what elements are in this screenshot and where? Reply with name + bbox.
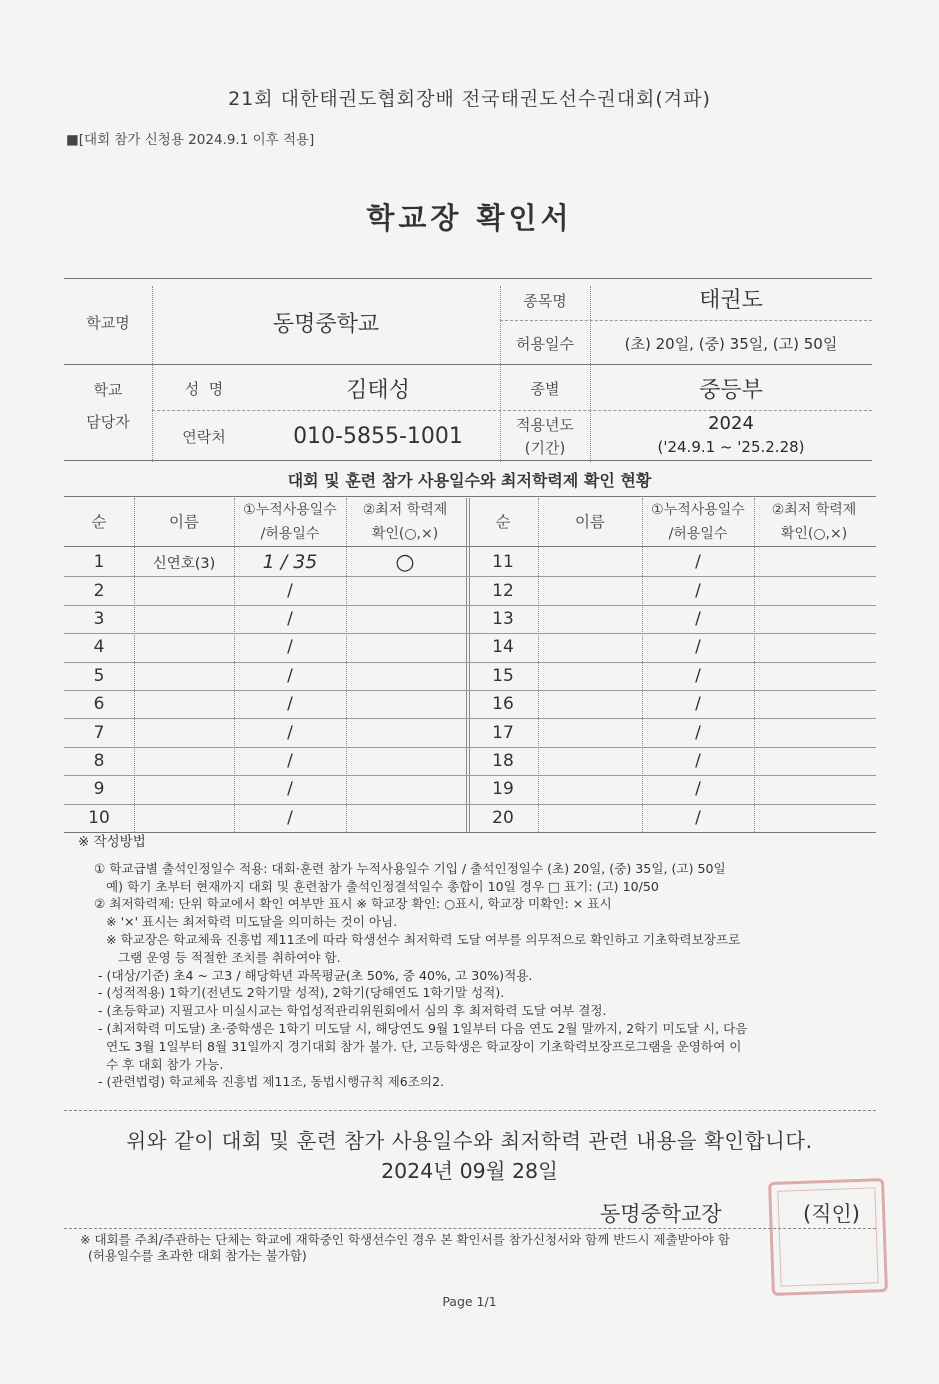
- row-check: [754, 690, 874, 718]
- col-header-days-line1-right: ①누적사용일수: [651, 502, 745, 518]
- col-header-days-line1: ①누적사용일수: [243, 502, 337, 518]
- instruction-line: ② 최저학력제: 단위 학교에서 확인 여부만 표시 ※ 학교장 확인: ○표시, 학교장 미확인: × 표시: [94, 896, 612, 912]
- col-header-name: 이름: [169, 513, 199, 531]
- row-number: 3: [93, 608, 105, 629]
- row-name: [134, 804, 234, 832]
- row-days: /: [695, 580, 701, 601]
- row-check: [754, 718, 874, 746]
- instruction-line: 연도 3월 1일부터 8월 31일까지 경기대회 참가 불가. 단, 고등학생은 학교장이 기초학력보장프로그램을 운영하여 이: [94, 1038, 742, 1054]
- row-name: [538, 633, 642, 661]
- row-number: 20: [492, 807, 514, 828]
- row-days: /: [695, 807, 701, 828]
- row-check: [346, 633, 464, 661]
- row-days: /: [287, 665, 293, 686]
- row-days: 1 / 35: [262, 551, 318, 574]
- row-name: 신연호(3): [152, 555, 216, 572]
- center-divider: [466, 498, 467, 832]
- row-check: [754, 548, 874, 576]
- instruction-line: ※ 학교장은 학교체육 진흥법 제11조에 따라 학생선수 최저학력 도달 여부를 의무적으로 확인하고 기초학력보장프로: [94, 931, 741, 947]
- apply-note: ■[대회 참가 신청용 2024.9.1 이후 적용]: [66, 132, 315, 148]
- row-days: /: [287, 779, 293, 800]
- row-name: [538, 605, 642, 633]
- row-check: [346, 775, 464, 803]
- contact-label-line1: 학교: [93, 380, 123, 399]
- instructions-divider: [64, 1110, 876, 1111]
- row-check: [754, 775, 874, 803]
- contact-label-line2: 담당자: [86, 412, 130, 431]
- row-number: 1: [93, 552, 105, 573]
- row-check: [754, 662, 874, 690]
- row-days: /: [287, 637, 293, 658]
- info-divider: [500, 320, 872, 321]
- row-check: [346, 690, 464, 718]
- row-check: [754, 576, 874, 604]
- info-divider: [64, 460, 872, 461]
- row-name: [538, 747, 642, 775]
- instruction-line: - (대상/기준) 초4 ~ 고3 / 해당학년 과목평균(초 50%, 중 40%, 고 30%)적용.: [94, 967, 533, 983]
- instruction-line: - (성적적용) 1학기(전년도 2학기말 성적), 2학기(당해연도 1학기말 성적).: [94, 985, 505, 1001]
- school-name-label: 학교명: [86, 313, 130, 332]
- confirmation-date: 2024년 09월 28일: [381, 1159, 558, 1183]
- row-name: [134, 690, 234, 718]
- document-title: 학교장 확인서: [366, 201, 573, 235]
- col-header-days-line2-right: /허용일수: [668, 526, 728, 542]
- row-days: /: [695, 665, 701, 686]
- col-header-name-right: 이름: [575, 513, 605, 531]
- row-number: 7: [93, 722, 105, 743]
- row-number: 5: [93, 665, 105, 686]
- row-check: [346, 747, 464, 775]
- row-check: [754, 804, 874, 832]
- category-value: 중등부: [699, 377, 763, 403]
- row-check: [346, 718, 464, 746]
- usage-table-title: 대회 및 훈련 참가 사용일수와 최저학력제 확인 현황: [287, 471, 652, 490]
- row-number: 11: [492, 552, 514, 573]
- row-days: /: [695, 694, 701, 715]
- sport-value: 태권도: [699, 287, 763, 313]
- footnote: [80, 1232, 880, 1264]
- row-check: ○: [395, 549, 415, 575]
- row-name: [538, 804, 642, 832]
- year-label-line1: 적용년도: [516, 415, 574, 434]
- usage-table-top-border: [64, 496, 876, 497]
- name-value: 김태성: [346, 377, 410, 403]
- row-name: [538, 548, 642, 576]
- row-name: [538, 690, 642, 718]
- page-number: Page 1/1: [442, 1294, 497, 1309]
- col-header-days-line2: /허용일수: [260, 526, 320, 542]
- category-label: 종별: [530, 379, 560, 398]
- footnote-line-1: ※ 대회를 주최/주관하는 단체는 학교에 재학중인 학생선수인 경우 본 확인서를 참가신청서와 함께 반드시 제출받아야 함: [80, 1232, 730, 1247]
- row-days: /: [695, 552, 701, 573]
- instruction-line: ※ '×' 표시는 최저학력 미도달을 의미하는 것이 아님.: [94, 914, 398, 930]
- row-days: /: [287, 750, 293, 771]
- row-days: /: [695, 722, 701, 743]
- row-check: [346, 576, 464, 604]
- principal-name: 동명중학교장: [600, 1202, 722, 1226]
- col-header-check-line2: 확인(○,×): [371, 526, 439, 542]
- row-check: [346, 804, 464, 832]
- row-number: 16: [492, 694, 514, 715]
- row-name: [134, 605, 234, 633]
- footnote-line-2: (허용일수를 초과한 대회 참가는 불가함): [80, 1248, 307, 1263]
- row-name: [134, 775, 234, 803]
- row-days: /: [287, 807, 293, 828]
- allowed-days-value: (초) 20일, (중) 35일, (고) 50일: [624, 334, 838, 353]
- col-header-check-line2-right: 확인(○,×): [780, 526, 848, 542]
- name-label: 성 명: [184, 379, 224, 398]
- instructions-heading: ※ 작성방법: [78, 834, 146, 850]
- row-number: 6: [93, 694, 105, 715]
- row-name: [538, 662, 642, 690]
- row-name: [134, 718, 234, 746]
- row-days: /: [695, 750, 701, 771]
- instructions: [80, 834, 880, 1091]
- row-name: [538, 718, 642, 746]
- row-days: /: [287, 722, 293, 743]
- instruction-line: - (최저학력 미도달) 초·중학생은 1학기 미도달 시, 해당연도 9월 1일부터 다음 연도 2월 말까지, 2학기 미도달 시, 다음: [94, 1020, 748, 1036]
- row-number: 13: [492, 608, 514, 629]
- phone-label: 연락처: [182, 427, 226, 446]
- usage-table-bottom-border: [64, 832, 876, 833]
- row-number: 14: [492, 637, 514, 658]
- row-check: [754, 605, 874, 633]
- row-number: 9: [93, 779, 105, 800]
- year-label-line2: (기간): [524, 438, 566, 457]
- confirmation-statement: 위와 같이 대회 및 훈련 참가 사용일수와 최저학력 관련 내용을 확인합니다.: [126, 1129, 813, 1153]
- col-header-no-right: 순: [495, 513, 511, 531]
- row-number: 8: [93, 750, 105, 771]
- row-number: 10: [88, 807, 110, 828]
- row-days: /: [287, 608, 293, 629]
- year-value: 2024: [708, 412, 754, 434]
- row-number: 18: [492, 750, 514, 771]
- row-number: 2: [93, 580, 105, 601]
- instruction-line: - (관련법령) 학교체육 진흥법 제11조, 동법시행규칙 제6조의2.: [94, 1074, 445, 1090]
- year-period: ('24.9.1 ~ '25.2.28): [657, 438, 805, 456]
- row-check: [346, 605, 464, 633]
- event-title: 21회 대한태권도협회장배 전국태권도선수권대회(겨파): [228, 88, 711, 110]
- row-number: 17: [492, 722, 514, 743]
- info-divider: [64, 364, 872, 365]
- sport-label: 종목명: [523, 291, 567, 310]
- row-name: [134, 633, 234, 661]
- instruction-line: 수 후 대회 참가 가능.: [94, 1056, 224, 1072]
- row-number: 4: [93, 637, 105, 658]
- row-name: [134, 662, 234, 690]
- instruction-line: 예) 학기 초부터 현재까지 대회 및 훈련참가 출석인정결석일수 총합이 10일 경우 □ 표기: (고) 10/50: [94, 878, 659, 894]
- school-name-value: 동명중학교: [272, 311, 380, 337]
- seal-label: (직인): [803, 1202, 860, 1226]
- row-check: [754, 633, 874, 661]
- row-days: /: [695, 608, 701, 629]
- row-name: [538, 775, 642, 803]
- row-number: 12: [492, 580, 514, 601]
- instruction-line: - (초등학교) 지필고사 미실시교는 학업성적관리위원회에서 심의 후 최저학력 도달 여부 결정.: [94, 1003, 607, 1019]
- instructions-list: [80, 860, 880, 1091]
- row-days: /: [287, 580, 293, 601]
- row-name: [134, 576, 234, 604]
- col-header-no: 순: [91, 513, 107, 531]
- instruction-line: ① 학교급별 출석인정일수 적용: 대회·훈련 참가 누적사용일수 기입 / 출석인정일수 (초) 20일, (중) 35일, (고) 50일: [94, 860, 726, 876]
- footnote-divider: [64, 1228, 876, 1229]
- row-days: /: [287, 694, 293, 715]
- instruction-line: 그램 운영 등 적절한 조치를 취하여야 함.: [94, 949, 341, 965]
- row-name: [538, 576, 642, 604]
- row-days: /: [695, 637, 701, 658]
- col-header-check-line1-right: ②최저 학력제: [771, 502, 857, 518]
- row-number: 19: [492, 779, 514, 800]
- row-check: [754, 747, 874, 775]
- col-header-check-line1: ②최저 학력제: [362, 502, 448, 518]
- row-name: [134, 747, 234, 775]
- phone-value: 010-5855-1001: [293, 423, 463, 449]
- row-days: /: [695, 779, 701, 800]
- row-number: 15: [492, 665, 514, 686]
- allowed-days-label: 허용일수: [516, 334, 574, 353]
- row-check: [346, 662, 464, 690]
